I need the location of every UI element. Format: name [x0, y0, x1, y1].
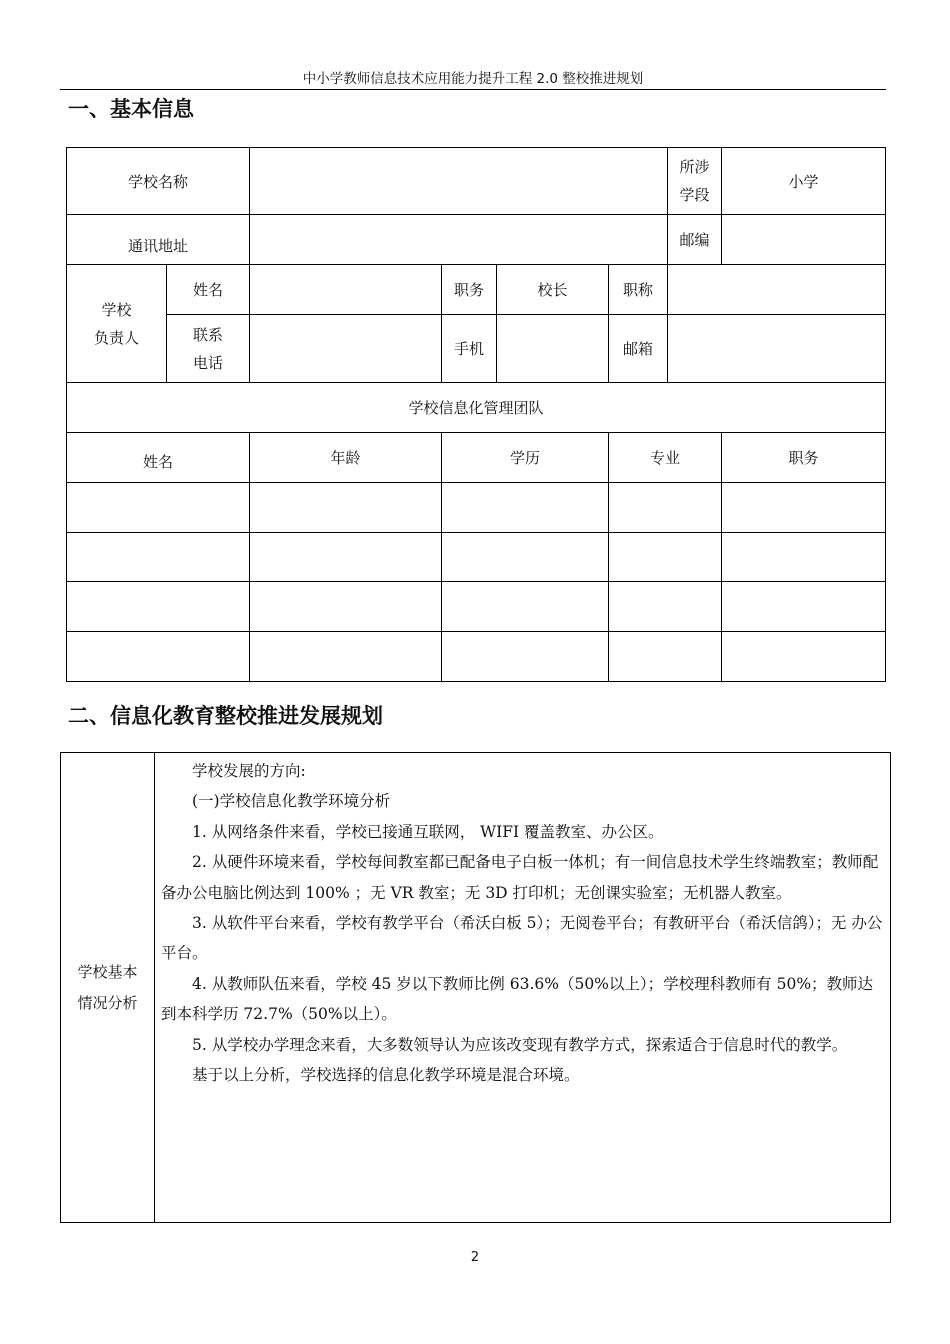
paragraph: 1. 从网络条件来看，学校已接通互联网， WIFI 覆盖教室、办公区。	[192, 822, 664, 841]
team-title-row	[67, 383, 886, 433]
team-cell-name[interactable]	[67, 632, 250, 682]
leader-name-label: 姓名	[167, 265, 250, 315]
address-label: 通讯地址	[67, 215, 250, 265]
stage-value[interactable]: 小学	[722, 148, 886, 215]
phone-label	[167, 315, 250, 383]
team-cell-name[interactable]	[67, 483, 250, 533]
team-row	[67, 632, 886, 682]
mobile-value[interactable]	[497, 315, 609, 383]
team-header-name: 姓名	[67, 433, 250, 483]
team-cell-education[interactable]	[442, 533, 609, 582]
team-cell-major[interactable]	[609, 632, 722, 682]
postcode-value[interactable]	[722, 215, 886, 265]
leader-title-value[interactable]	[668, 265, 886, 315]
school-name-row	[67, 148, 886, 215]
team-cell-name[interactable]	[67, 533, 250, 582]
team-cell-education[interactable]	[442, 483, 609, 533]
paragraph: (一)学校信息化教学环境分析	[192, 792, 391, 811]
stage-label	[668, 148, 722, 215]
stage-label-line1: 所涉	[679, 158, 710, 176]
team-row	[67, 483, 886, 533]
team-cell-education[interactable]	[442, 632, 609, 682]
leader-contact-row	[67, 315, 886, 383]
leader-title-label: 职称	[609, 265, 668, 315]
mobile-label: 手机	[442, 315, 497, 383]
postcode-label: 邮编	[668, 215, 722, 265]
paragraph: 学校发展的方向:	[192, 762, 306, 780]
school-name-value[interactable]	[250, 148, 668, 215]
team-cell-age[interactable]	[250, 632, 442, 682]
paragraph: 2. 从硬件环境来看，学校每间教室都已配备电子白板一体机；有一间信息技术学生终端教室；教师配备办公电脑比例达到 100% ；无 VR 教室；无 3D 打印机；无创课实验室；无机器人教室。	[161, 853, 879, 902]
paragraph: 5. 从学校办学理念来看，大多数领导认为应该改变现有教学方式，探索适合于信息时代的教学。	[192, 1035, 848, 1054]
leader-label-line2: 负责人	[93, 328, 139, 347]
analysis-content	[155, 753, 891, 1223]
phone-label-line2: 电话	[193, 353, 224, 372]
analysis-label-line1: 学校基本	[77, 962, 138, 981]
phone-value[interactable]	[250, 315, 442, 383]
email-label: 邮箱	[609, 315, 668, 383]
header-divider	[60, 89, 886, 90]
analysis-label-line2: 情况分析	[77, 993, 138, 1012]
team-cell-position[interactable]	[722, 582, 886, 632]
address-value[interactable]	[250, 215, 668, 265]
team-row	[67, 533, 886, 582]
school-name-label: 学校名称	[67, 148, 250, 215]
analysis-label	[61, 753, 155, 1223]
team-cell-age[interactable]	[250, 533, 442, 582]
team-cell-position[interactable]	[722, 632, 886, 682]
section-title-basic-info: 一、基本信息	[68, 97, 194, 121]
team-header-education: 学历	[442, 433, 609, 483]
page-number: 2	[470, 1250, 480, 1265]
team-cell-name[interactable]	[67, 582, 250, 632]
page-header-title: 中小学教师信息技术应用能力提升工程 2.0 整校推进规划	[302, 71, 644, 87]
email-value[interactable]	[668, 315, 886, 383]
section-title-development-plan: 二、信息化教育整校推进发展规划	[68, 704, 383, 728]
paragraph: 基于以上分析，学校选择的信息化教学环境是混合环境。	[192, 1066, 580, 1085]
team-cell-major[interactable]	[609, 483, 722, 533]
analysis-row	[61, 753, 891, 1223]
team-header-major: 专业	[609, 433, 722, 483]
address-row	[67, 215, 886, 265]
team-header-age: 年龄	[250, 433, 442, 483]
leader-label-line1: 学校	[101, 300, 132, 319]
team-title: 学校信息化管理团队	[67, 383, 886, 433]
leader-position-value[interactable]: 校长	[497, 265, 609, 315]
team-cell-major[interactable]	[609, 582, 722, 632]
paragraph: 3. 从软件平台来看，学校有教学平台（希沃白板 5）；无阅卷平台；有教研平台（希沃信鸽）；无 办公平台。	[161, 914, 883, 963]
team-cell-education[interactable]	[442, 582, 609, 632]
development-plan-table	[60, 752, 891, 1223]
leader-label	[67, 265, 167, 383]
team-row	[67, 582, 886, 632]
phone-label-line1: 联系	[193, 325, 224, 344]
team-cell-position[interactable]	[722, 483, 886, 533]
team-cell-major[interactable]	[609, 533, 722, 582]
basic-info-table	[66, 147, 886, 682]
leader-position-label: 职务	[442, 265, 497, 315]
team-cell-position[interactable]	[722, 533, 886, 582]
team-header-row	[67, 433, 886, 483]
leader-name-value[interactable]	[250, 265, 442, 315]
team-header-position: 职务	[722, 433, 886, 483]
stage-label-line2: 学段	[679, 186, 710, 204]
team-cell-age[interactable]	[250, 582, 442, 632]
team-cell-age[interactable]	[250, 483, 442, 533]
leader-name-row	[67, 265, 886, 315]
paragraph: 4. 从教师队伍来看，学校 45 岁以下教师比例 63.6%（50%以上）；学校理科教师有 50%；教师达到本科学历 72.7%（50%以上）。	[161, 974, 874, 1024]
